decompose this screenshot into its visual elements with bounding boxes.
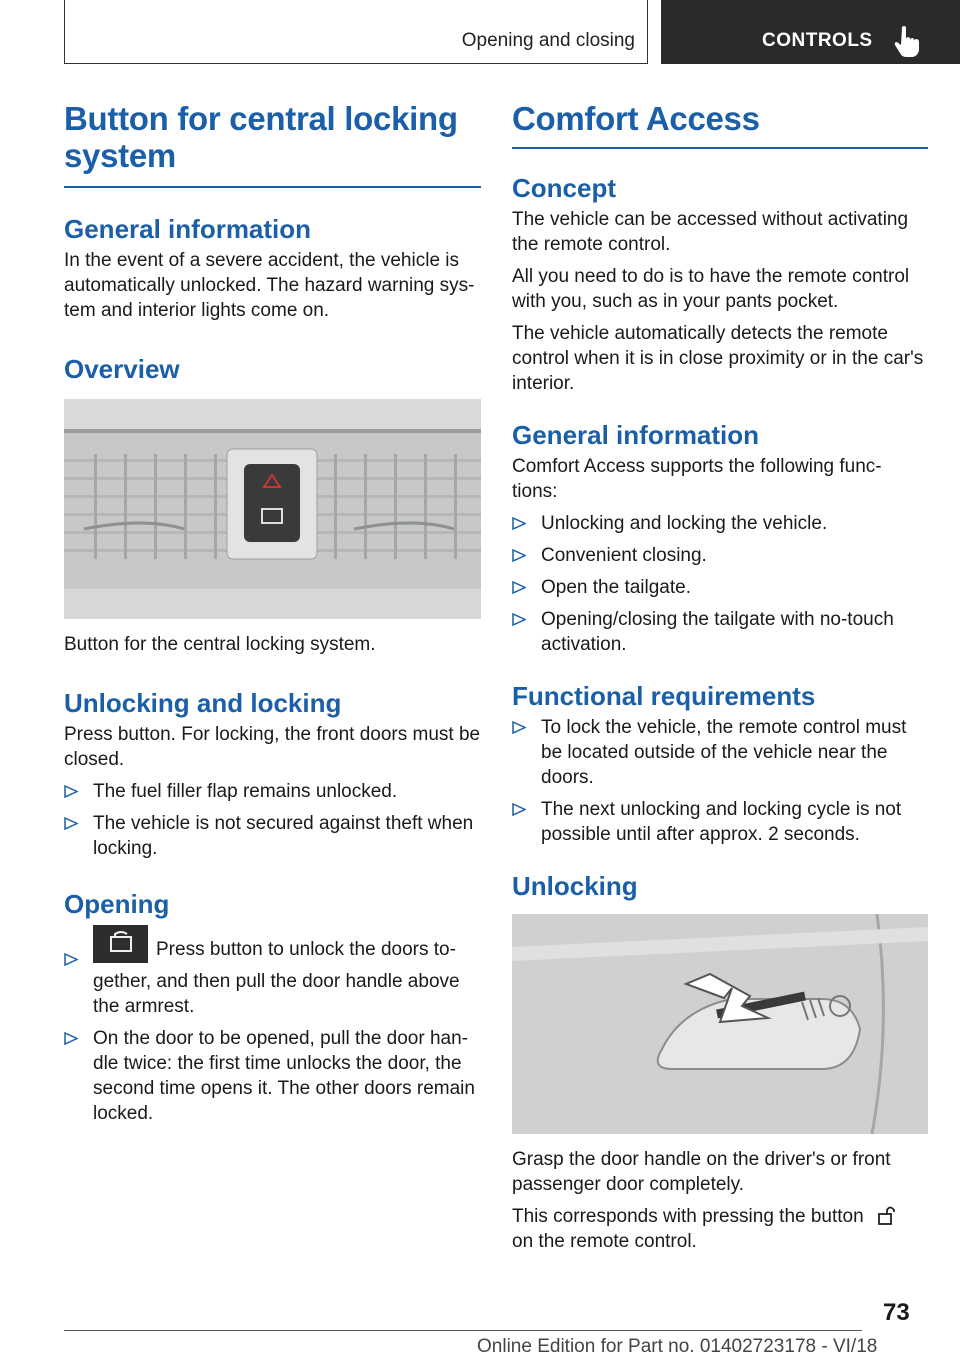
list-item (64, 811, 481, 861)
bullet-triangle-icon (512, 549, 526, 562)
list-item-text: Convenient closing. (541, 545, 707, 566)
list-item (512, 575, 928, 600)
heading-concept: Concept (512, 173, 616, 203)
opening-bullet-list (64, 931, 481, 1126)
unlocking-paragraph-1: Grasp the door handle on the driver's or front passenger door completely. (512, 1149, 891, 1195)
footer-rule (64, 1330, 862, 1331)
bullet-triangle-icon (512, 721, 526, 734)
unlock-button-icon (93, 925, 148, 963)
heading-rule (64, 186, 481, 188)
list-item-text: To lock the vehicle, the remote control must be located outside of the vehicle near the doors. (541, 717, 907, 788)
list-item-text: The fuel filler flap remains unlocked. (93, 781, 398, 802)
overview-caption: Button for the central locking system. (64, 634, 376, 655)
heading-functional-requirements: Functional requirements (512, 681, 816, 711)
list-item-text: Unlocking and locking the vehicle. (541, 513, 828, 534)
list-item (512, 797, 928, 847)
list-item-text: Open the tailgate. (541, 577, 691, 598)
list-item-text: The vehicle is not secured against theft when locking. (93, 813, 474, 859)
header-section-box (64, 0, 648, 64)
concept-paragraph-1: The vehicle can be accessed without activating the remote control. (512, 209, 909, 255)
unlocking-bullet-list (64, 779, 481, 861)
heading-comfort-access: Comfort Access (512, 100, 760, 137)
list-item (512, 543, 928, 568)
chapter-label: CONTROLS (762, 30, 873, 51)
unlocking-text-before-icon: This corresponds with pressing the button (512, 1206, 864, 1227)
general-information-text: In the event of a severe accident, the vehicle is automatically unlocked. The hazard warning sys- tem and interior lights come on. (64, 250, 475, 321)
bullet-triangle-icon (64, 817, 78, 830)
bullet-triangle-icon (64, 1032, 78, 1045)
concept-paragraph-2: All you need to do is to have the remote control with you, such as in your pants pocket. (512, 266, 910, 312)
bullet-triangle-icon (64, 953, 78, 966)
bullet-triangle-icon (512, 517, 526, 530)
right-column (512, 100, 928, 1254)
bullet-triangle-icon (512, 613, 526, 626)
list-item (512, 715, 928, 790)
general-information-text: Comfort Access supports the following func- tions: (512, 456, 882, 502)
list-item-text: The next unlocking and locking cycle is not possible until after approx. 2 seconds. (541, 799, 902, 845)
list-item-text: On the door to be opened, pull the door han- dle twice: the first time unlocks the door, the second time opens it. The other doors remain locked. (93, 1028, 475, 1124)
requirements-bullet-list (512, 715, 928, 847)
heading-rule (512, 147, 928, 149)
section-title: Opening and closing (461, 30, 635, 51)
header-chapter-box (661, 0, 960, 64)
door-handle-photo (512, 914, 928, 1134)
list-item (512, 511, 928, 536)
heading-overview: Overview (64, 354, 180, 384)
list-item (64, 931, 481, 1019)
page-number: 73 (883, 1299, 910, 1326)
functions-bullet-list (512, 511, 928, 657)
bullet-triangle-icon (64, 785, 78, 798)
unlocking-text-after-icon: on the remote control. (512, 1231, 697, 1252)
unlocking-and-locking-text: Press button. For locking, the front doors must be closed. (64, 724, 481, 770)
list-item (64, 779, 481, 804)
central-locking-button-photo (64, 399, 481, 619)
heading-unlocking: Unlocking (512, 871, 638, 901)
heading-unlocking-and-locking: Unlocking and locking (64, 688, 342, 718)
concept-paragraph-3: The vehicle automatically detects the remote control when it is in close proximity or in the car's interior. (512, 323, 924, 394)
bullet-triangle-icon (512, 803, 526, 816)
list-item-text: Opening/closing the tailgate with no-touch activation. (541, 609, 894, 655)
heading-central-locking: Button for central locking system (64, 100, 458, 174)
list-item (64, 1026, 481, 1126)
hand-pointer-icon (893, 24, 923, 58)
edition-text: Online Edition for Part no. 01402723178 - VI/18 (477, 1336, 878, 1357)
list-item-text: Press button to unlock the doors to- gether, and then pull the door handle above the armrest. (93, 939, 460, 1017)
padlock-open-icon (877, 1205, 897, 1225)
left-column (64, 100, 481, 1126)
heading-general-information: General information (512, 420, 760, 450)
heading-opening: Opening (64, 889, 170, 919)
list-item (512, 607, 928, 657)
heading-general-information: General information (64, 214, 312, 244)
bullet-triangle-icon (512, 581, 526, 594)
unlocking-paragraph-2 (512, 1204, 928, 1254)
